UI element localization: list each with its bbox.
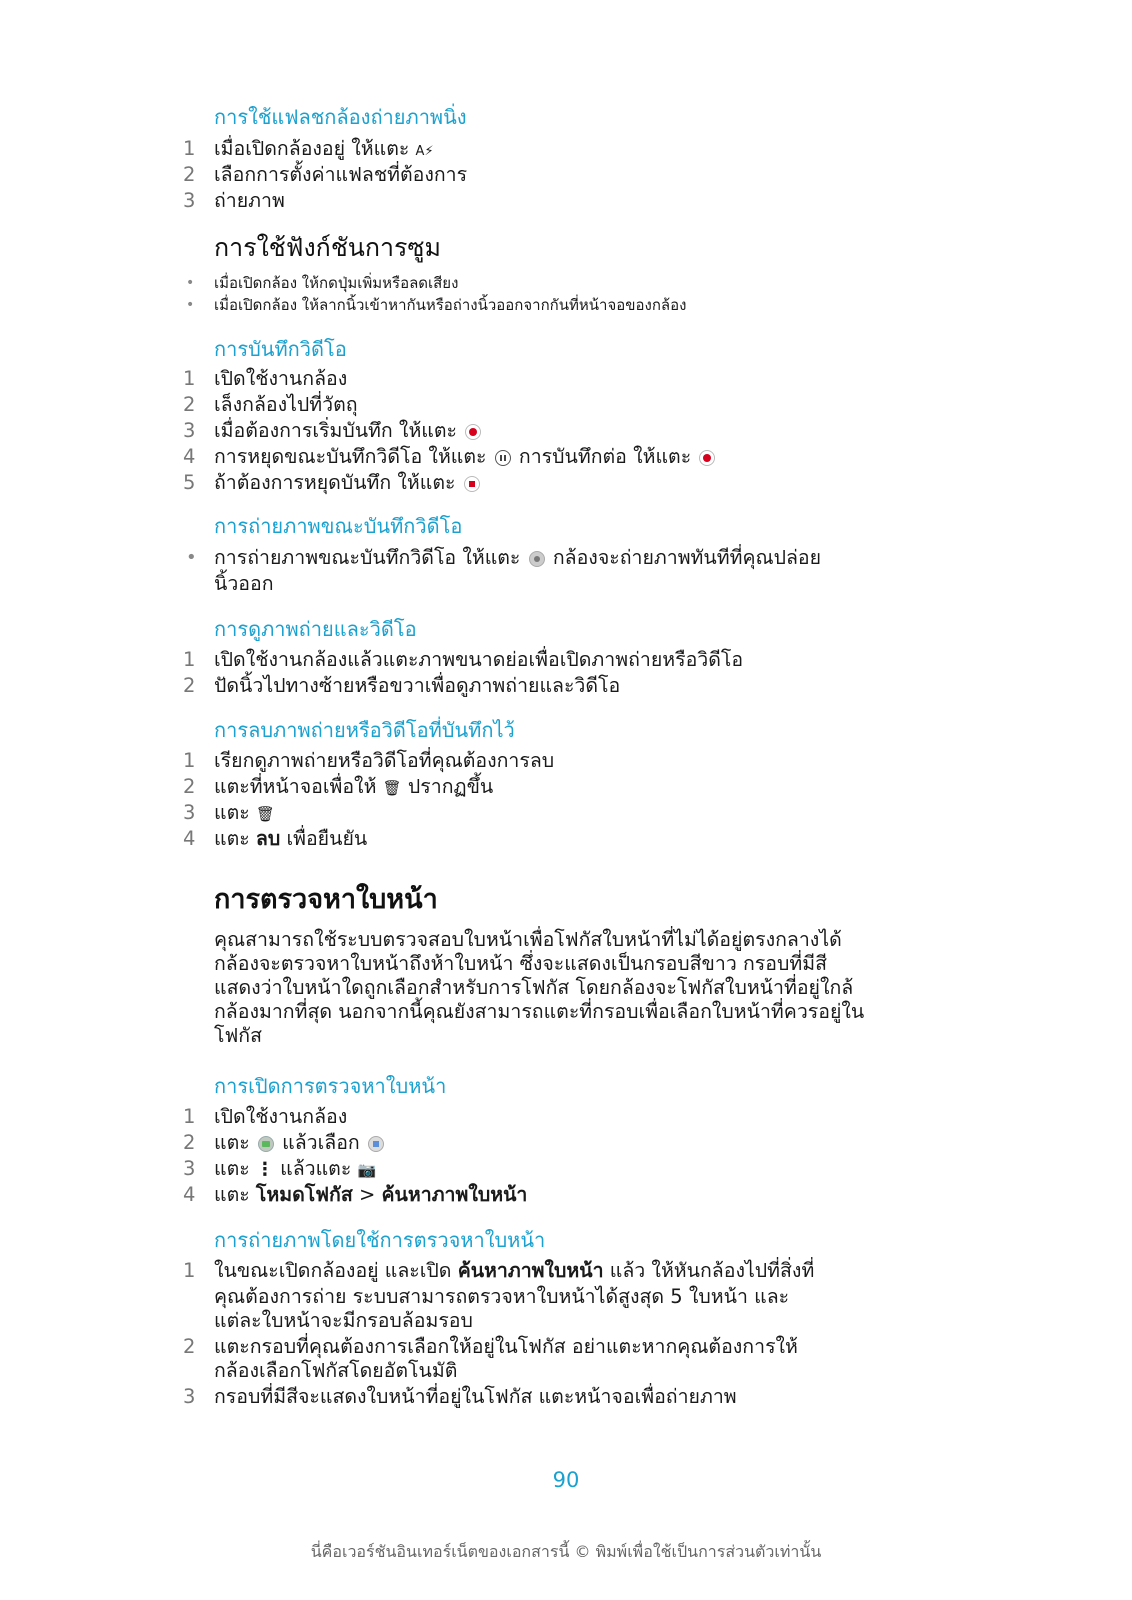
step-text: ปรากฏขึ้น [407,775,494,798]
step-text: แล้วเลือก [282,1131,360,1154]
step-number: 1 [183,1105,196,1128]
step-text: เปิดใช้งานกล้อง [214,1105,348,1128]
section-title-face-detection: การตรวจหาใบหน้า [214,884,438,915]
section-heading-flash: การใช้แฟลชกล้องถ่ายภาพนิ่ง [214,105,467,129]
step-number: 3 [183,1385,196,1408]
step-number: 3 [183,189,196,212]
record-icon [465,424,481,440]
step-text: เลือกการตั้งค่าแฟลชที่ต้องการ [214,163,468,186]
step-text: แล้วแตะ [280,1157,352,1180]
face-detection-paragraph [214,928,934,1048]
step-text: แล้ว ให้หันกล้องไปที่สิ่งที่ [609,1259,815,1282]
step-number: 2 [183,163,196,186]
step-number: 5 [183,471,196,494]
step-text: แตะ [214,827,250,850]
section-heading-view: การดูภาพถ่ายและวิดีโอ [214,617,417,641]
step-number: 1 [183,137,196,160]
paragraph-line: โฟกัส [214,1024,262,1047]
step-text: กรอบที่มีสีจะแสดงใบหน้าที่อยู่ในโฟกัส แตะหน้าจอเพื่อถ่ายภาพ [214,1385,737,1408]
section-heading-delete: การลบภาพถ่ายหรือวิดีโอที่บันทึกไว้ [214,718,515,742]
step-number: 1 [183,648,196,671]
face-detection-label: ค้นหาภาพใบหน้า [381,1183,528,1206]
step-text: แตะที่หน้าจอเพื่อให้ [214,775,377,798]
bullet-text: เมื่อเปิดกล้อง ให้กดปุ่มเพิ่มหรือลดเสียง [214,274,459,292]
step-number: 3 [183,801,196,824]
paragraph-line: กล้องมากที่สุด นอกจากนี้คุณยังสามารถแตะที่กรอบเพื่อเลือกใบหน้าที่ควรอยู่ใน [214,1000,865,1023]
step-text: แตะกรอบที่คุณต้องการเลือกให้อยู่ในโฟกัส อย่าแตะหากคุณต้องการให้ [214,1335,798,1358]
step-text: ในขณะเปิดกล้องอยู่ และเปิด [214,1259,452,1282]
flash-auto-icon: A⚡ [415,144,434,159]
step-number: 4 [183,827,196,850]
step-number: 1 [183,749,196,772]
manual-mode-icon [368,1136,384,1152]
separator: > [358,1183,376,1206]
stop-icon [464,476,480,492]
step-text-continued: แต่ละใบหน้าจะมีกรอบล้อมรอบ [214,1309,473,1332]
footer-note: นี่คือเวอร์ชันอินเทอร์เน็ตของเอกสารนี้ © พิมพ์เพื่อใช้เป็นการส่วนตัวเท่านั้น [310,1542,822,1561]
trash-icon: 🗑 [382,779,402,797]
step-number: 2 [183,775,196,798]
step-number: 2 [183,1335,196,1358]
face-detection-label: ค้นหาภาพใบหน้า [457,1259,604,1282]
step-text-continued: คุณต้องการถ่าย ระบบสามารถตรวจหาใบหน้าได้สูงสุด 5 ใบหน้า และ [214,1285,790,1308]
step-text-continued: กล้องเลือกโฟกัสโดยอัตโนมัติ [214,1359,458,1382]
bullet-text: การถ่ายภาพขณะบันทึกวิดีโอ ให้แตะ [214,546,521,569]
step-number: 3 [183,419,196,442]
bullet: • [186,297,195,313]
step-number: 2 [183,674,196,697]
step-text: เมื่อต้องการเริ่มบันทึก ให้แตะ [214,419,457,442]
step-number: 3 [183,1157,196,1180]
step-number: 2 [183,393,196,416]
section-heading-face-shoot: การถ่ายภาพโดยใช้การตรวจหาใบหน้า [214,1228,546,1252]
bullet-text: กล้องจะถ่ายภาพทันทีที่คุณปล่อย [552,546,822,569]
step-text: เมื่อเปิดกล้องอยู่ ให้แตะ [214,137,410,160]
paragraph-line: กล้องจะตรวจหาใบหน้าถึงห้าใบหน้า ซึ่งจะแสดงเป็นกรอบสีขาว กรอบที่มีสี [214,952,827,975]
page-number: 90 [552,1468,580,1492]
focus-mode-label: โหมดโฟกัส [255,1183,353,1206]
step-text: เล็งกล้องไปที่วัตถุ [214,393,358,416]
step-text: เปิดใช้งานกล้องแล้วแตะภาพขนาดย่อเพื่อเปิดภาพถ่ายหรือวิดีโอ [214,648,744,671]
camera-mode-icon [258,1136,274,1152]
step-text: ปัดนิ้วไปทางซ้ายหรือขวาเพื่อดูภาพถ่ายและวิดีโอ [214,674,621,697]
record-icon [699,450,715,466]
shutter-icon [529,551,545,567]
bullet: • [186,275,195,291]
step-number: 4 [183,1183,196,1206]
step-number: 2 [183,1131,196,1154]
step-number: 1 [183,1259,196,1282]
delete-option-label: ลบ [255,827,281,850]
step-text: แตะ [214,1131,250,1154]
bullet-text-continued: นิ้วออก [214,572,274,595]
trash-icon: 🗑 [255,805,275,823]
bullet: • [186,547,197,568]
step-text: ถ้าต้องการหยุดบันทึก ให้แตะ [214,471,456,494]
step-text: เพื่อยืนยัน [286,827,368,850]
section-heading-photo-while-video: การถ่ายภาพขณะบันทึกวิดีโอ [214,514,463,538]
step-text: ถ่ายภาพ [214,189,285,212]
paragraph-line: แสดงว่าใบหน้าใดถูกเลือกสำหรับการโฟกัส โดยกล้องจะโฟกัสใบหน้าที่อยู่ใกล้ [214,976,854,999]
bullet-text: เมื่อเปิดกล้อง ให้ลากนิ้วเข้าหากันหรือถ่างนิ้วออกจากกันที่หน้าจอของกล้อง [214,296,687,314]
section-heading-zoom: การใช้ฟังก์ชันการซูม [214,233,441,262]
step-text: แตะ [214,1157,250,1180]
step-text: แตะ [214,1183,250,1206]
step-text: การบันทึกต่อ ให้แตะ [518,445,692,468]
section-heading-video: การบันทึกวิดีโอ [214,337,347,361]
step-text: การหยุดขณะบันทึกวิดีโอ ให้แตะ [214,445,487,468]
more-options-icon: ⋮ [255,1159,274,1180]
pause-icon [495,450,511,466]
section-heading-face-enable: การเปิดการตรวจหาใบหน้า [214,1074,447,1098]
step-number: 1 [183,367,196,390]
paragraph-line: คุณสามารถใช้ระบบตรวจสอบใบหน้าเพื่อโฟกัสใบหน้าที่ไม่ได้อยู่ตรงกลางได้ [214,928,842,951]
step-text: เรียกดูภาพถ่ายหรือวิดีโอที่คุณต้องการลบ [214,749,555,772]
step-number: 4 [183,445,196,468]
step-text: เปิดใช้งานกล้อง [214,367,348,390]
step-text: แตะ [214,801,250,824]
camera-icon: 📷 [357,1161,377,1179]
